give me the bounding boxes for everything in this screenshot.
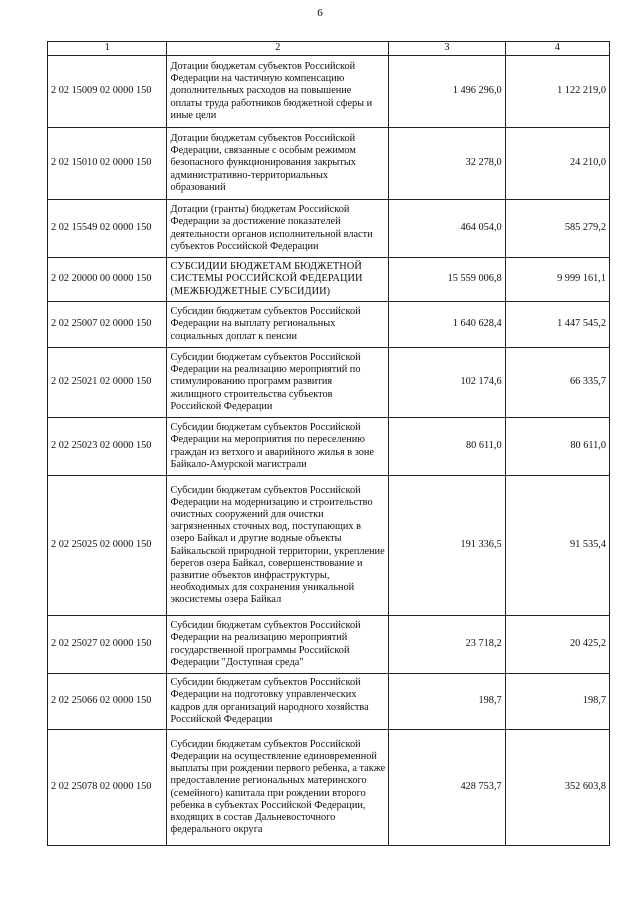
row-description: Дотации бюджетам субъектов Российской Федерации, связанные с особым режимом безопасного функционирования закрытых административно-территориальных образований xyxy=(167,128,389,200)
row-value-col3: 1 496 296,0 xyxy=(389,56,505,128)
row-value-col4: 1 447 545,2 xyxy=(505,302,609,348)
row-value-col3: 191 336,5 xyxy=(389,476,505,616)
row-value-col3: 80 611,0 xyxy=(389,418,505,476)
row-code: 2 02 25066 02 0000 150 xyxy=(48,674,167,730)
table-row xyxy=(48,258,610,302)
table-row xyxy=(48,200,610,258)
row-value-col3: 198,7 xyxy=(389,674,505,730)
header-col-4: 4 xyxy=(505,42,609,56)
row-code: 2 02 25007 02 0000 150 xyxy=(48,302,167,348)
table-row xyxy=(48,616,610,674)
row-code: 2 02 25023 02 0000 150 xyxy=(48,418,167,476)
row-code: 2 02 25021 02 0000 150 xyxy=(48,348,167,418)
table-row xyxy=(48,730,610,846)
row-value-col4: 585 279,2 xyxy=(505,200,609,258)
row-description: Субсидии бюджетам субъектов Российской Федерации на реализацию мероприятий государственной программы Российской Федерации "Доступная среда" xyxy=(167,616,389,674)
row-code: 2 02 25027 02 0000 150 xyxy=(48,616,167,674)
row-value-col3: 464 054,0 xyxy=(389,200,505,258)
row-value-col4: 20 425,2 xyxy=(505,616,609,674)
header-col-3: 3 xyxy=(389,42,505,56)
row-code: 2 02 25025 02 0000 150 xyxy=(48,476,167,616)
row-value-col3: 102 174,6 xyxy=(389,348,505,418)
row-value-col4: 198,7 xyxy=(505,674,609,730)
header-col-2: 2 xyxy=(167,42,389,56)
row-description: Субсидии бюджетам субъектов Российской Федерации на модернизацию и строительство очистных сооружений для очистки загрязненных сточных вод, поступающих в озеро Байкал и другие водные объекты Байкальской природной территории, укрепление берегов озера Байкал, совершенствование и развитие объектов инфраструктуры, необходимых для сохранения уникальной экосистемы озера Байкал xyxy=(167,476,389,616)
row-description: СУБСИДИИ БЮДЖЕТАМ БЮДЖЕТНОЙ СИСТЕМЫ РОССИЙСКОЙ ФЕДЕРАЦИИ (МЕЖБЮДЖЕТНЫЕ СУБСИДИИ) xyxy=(167,258,389,302)
row-value-col4: 24 210,0 xyxy=(505,128,609,200)
row-description: Субсидии бюджетам субъектов Российской Федерации на осуществление единовременной выплаты при рождении первого ребенка, а также предоставление региональных материнского (семейного) капитала при рождении второго ребенка в субъектах Российской Федерации, входящих в состав Дальневосточного федерального округа xyxy=(167,730,389,846)
table-header-row xyxy=(48,42,610,56)
header-col-1: 1 xyxy=(48,42,167,56)
row-description: Субсидии бюджетам субъектов Российской Федерации на выплату региональных социальных доплат к пенсии xyxy=(167,302,389,348)
row-description: Субсидии бюджетам субъектов Российской Федерации на мероприятия по переселению граждан из ветхого и аварийного жилья в зоне Байкало-Амурской магистрали xyxy=(167,418,389,476)
table-row xyxy=(48,348,610,418)
row-code: 2 02 15549 02 0000 150 xyxy=(48,200,167,258)
budget-revenue-table xyxy=(47,41,610,846)
row-value-col4: 352 603,8 xyxy=(505,730,609,846)
row-value-col3: 1 640 628,4 xyxy=(389,302,505,348)
row-value-col4: 66 335,7 xyxy=(505,348,609,418)
row-value-col3: 15 559 006,8 xyxy=(389,258,505,302)
row-description: Дотации бюджетам субъектов Российской Федерации на частичную компенсацию дополнительных расходов на повышение оплаты труда работников бюджетной сферы и иные цели xyxy=(167,56,389,128)
row-code: 2 02 15009 02 0000 150 xyxy=(48,56,167,128)
row-value-col3: 32 278,0 xyxy=(389,128,505,200)
row-code: 2 02 15010 02 0000 150 xyxy=(48,128,167,200)
row-value-col3: 428 753,7 xyxy=(389,730,505,846)
row-value-col4: 9 999 161,1 xyxy=(505,258,609,302)
table-row xyxy=(48,476,610,616)
table-row xyxy=(48,418,610,476)
table-row xyxy=(48,56,610,128)
table-row xyxy=(48,128,610,200)
row-value-col4: 80 611,0 xyxy=(505,418,609,476)
row-description: Субсидии бюджетам субъектов Российской Федерации на реализацию мероприятий по стимулированию программ развития жилищного строительства субъектов Российской Федерации xyxy=(167,348,389,418)
row-code: 2 02 25078 02 0000 150 xyxy=(48,730,167,846)
table-row xyxy=(48,302,610,348)
row-value-col3: 23 718,2 xyxy=(389,616,505,674)
table-row xyxy=(48,674,610,730)
row-description: Субсидии бюджетам субъектов Российской Федерации на подготовку управленческих кадров для организаций народного хозяйства Российской Федерации xyxy=(167,674,389,730)
row-value-col4: 1 122 219,0 xyxy=(505,56,609,128)
page-number: 6 xyxy=(317,7,323,19)
row-description: Дотации (гранты) бюджетам Российской Федерации за достижение показателей деятельности органов исполнительной власти субъектов Российской Федерации xyxy=(167,200,389,258)
row-value-col4: 91 535,4 xyxy=(505,476,609,616)
row-code: 2 02 20000 00 0000 150 xyxy=(48,258,167,302)
